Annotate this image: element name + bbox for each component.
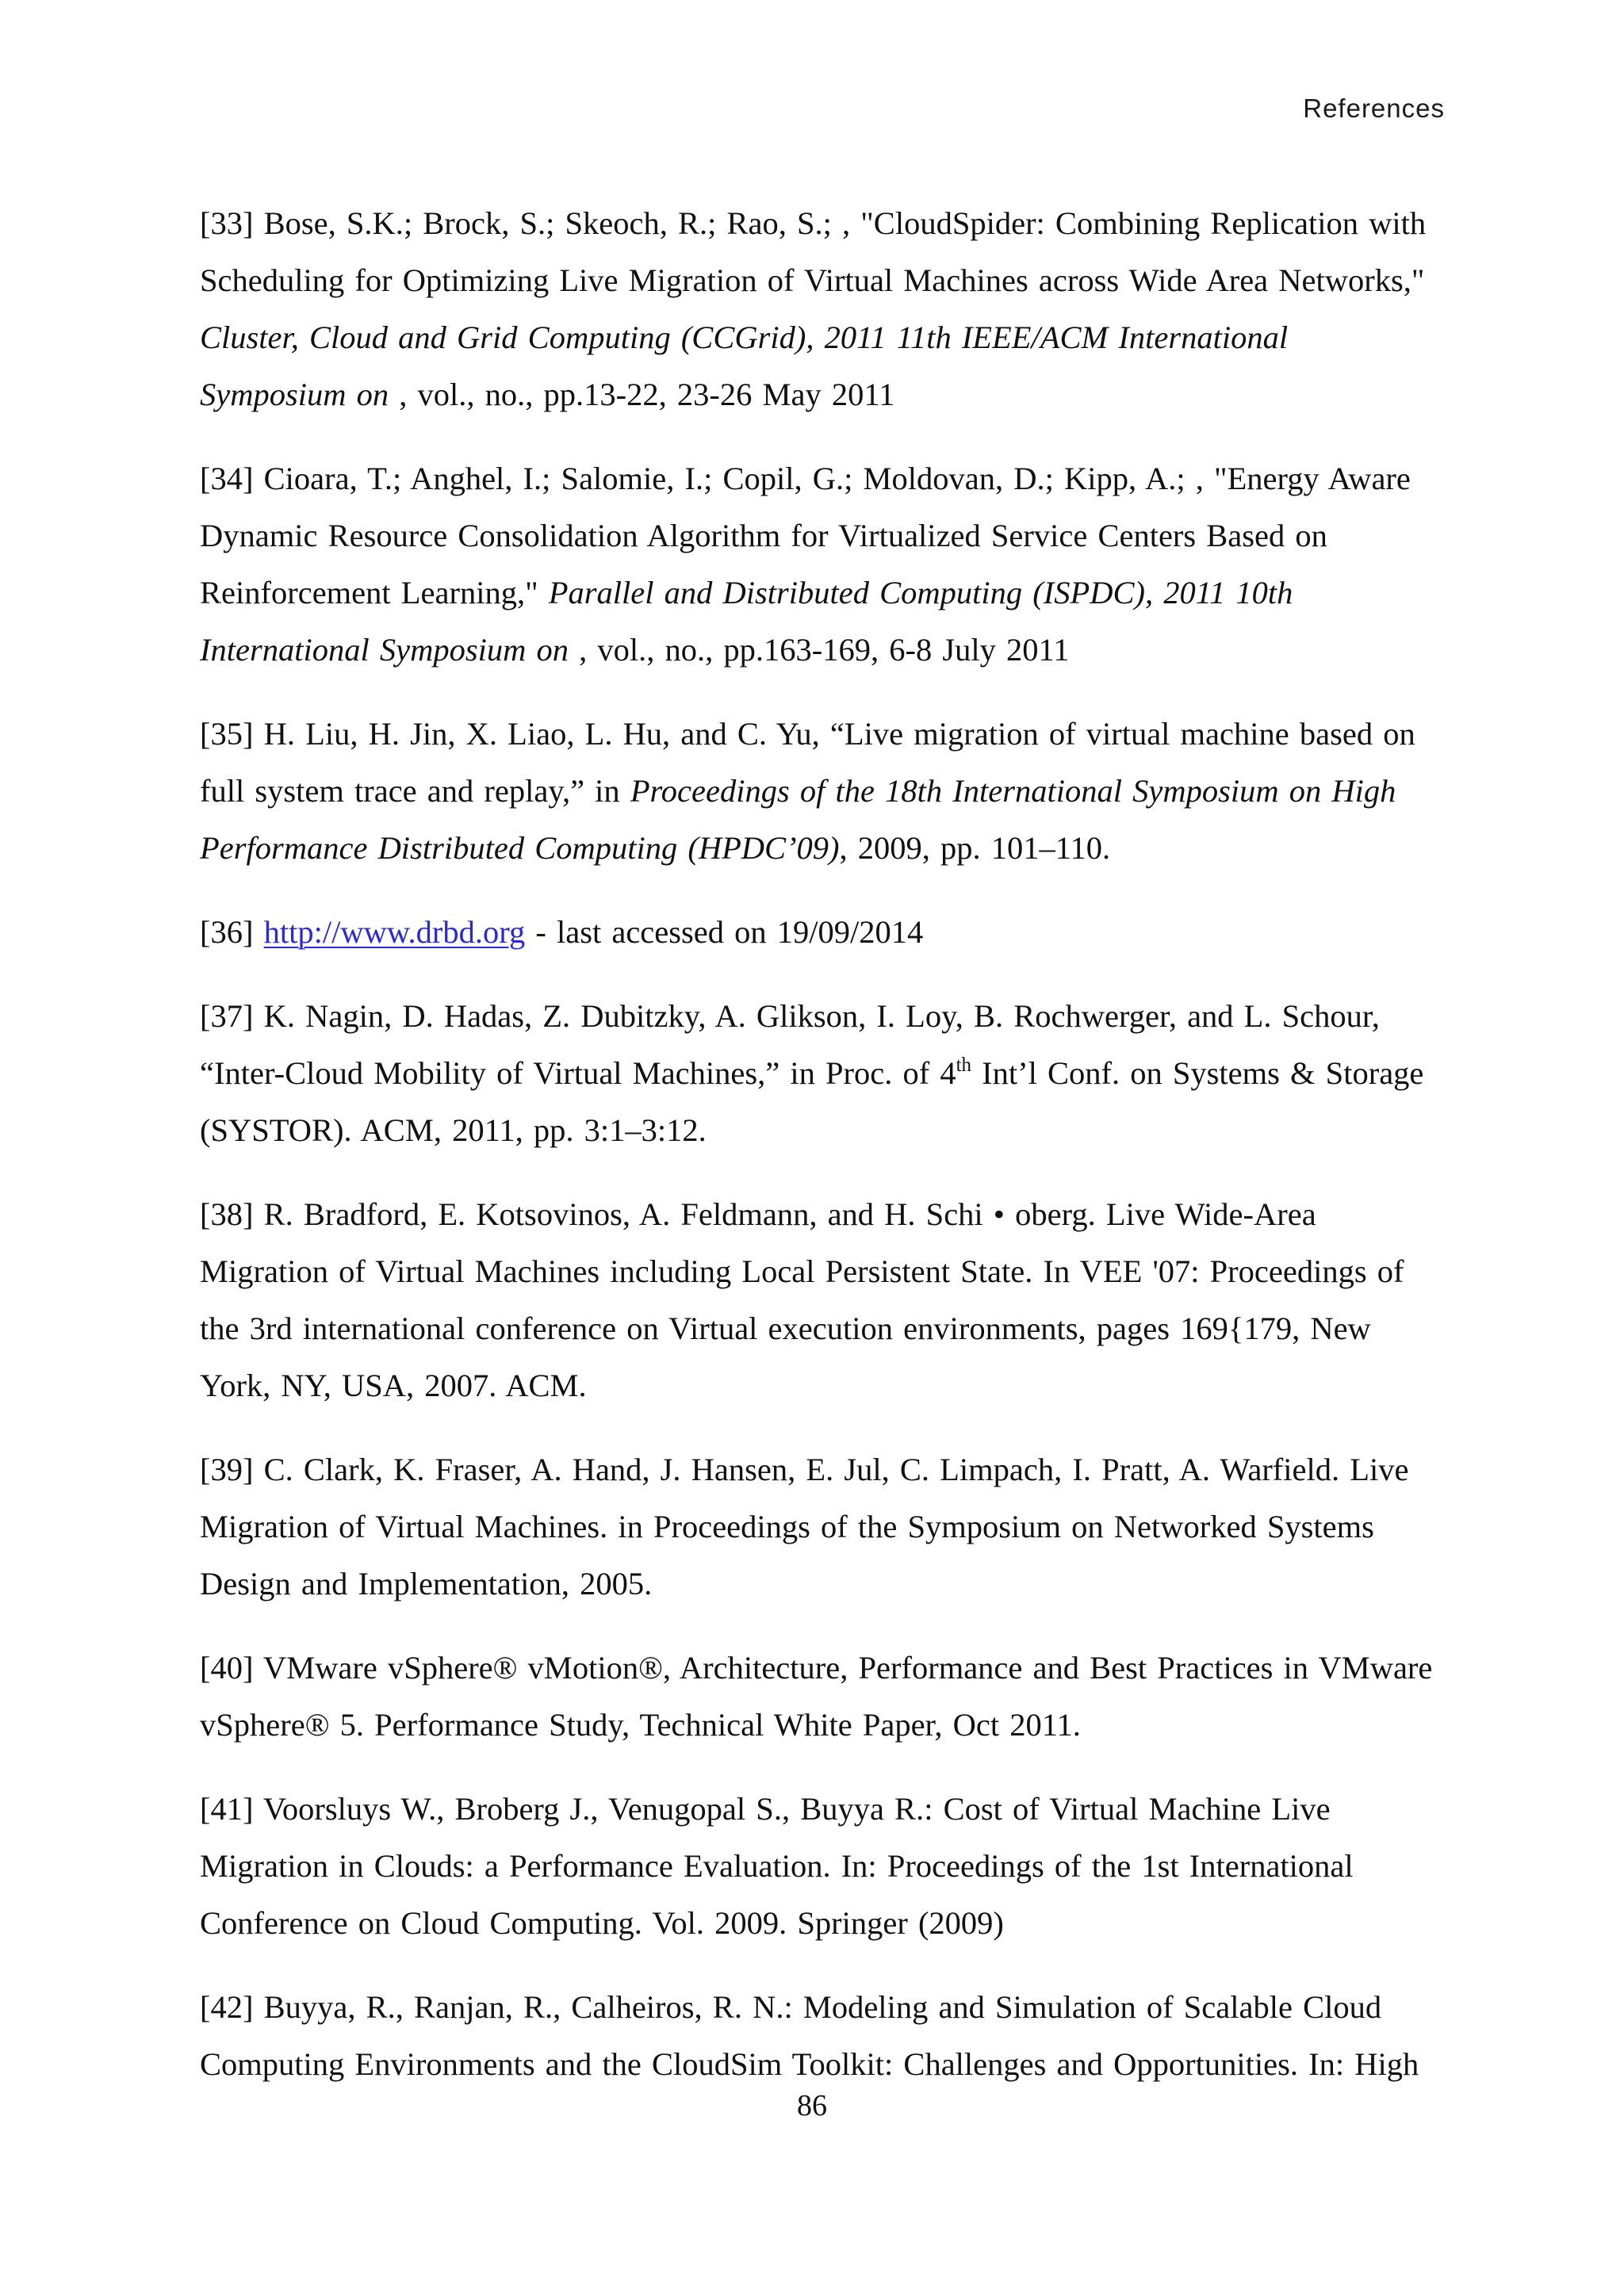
reference-text <box>200 450 1437 679</box>
running-header: References <box>1303 94 1445 123</box>
reference-text <box>200 1979 1437 2093</box>
reference-number: [34] <box>200 461 254 496</box>
reference-text-run: Int’l Conf. on Systems & Storage (SYSTOR). ACM, 2011, pp. 3:1–3:12. <box>200 1055 1424 1148</box>
reference-number: [33] <box>200 205 254 241</box>
reference-text-run: , vol., no., pp.163-169, 6-8 July 2011 <box>568 632 1070 668</box>
reference-entry-33 <box>200 195 1437 423</box>
reference-text-run <box>253 914 263 950</box>
reference-text-run: VMware vSphere® vMotion®, Architecture, Performance and Best Practices in VMware vSphere® 5. Performance Study, Technical White Paper, Oct 2011. <box>200 1650 1433 1743</box>
reference-entry-37 <box>200 988 1437 1159</box>
reference-text-run: Buyya, R., Ranjan, R., Calheiros, R. N.: Modeling and Simulation of Scalable Cloud Computing Environments and the CloudSim Toolkit: Challenges and Opportunities. In: High <box>200 1989 1419 2082</box>
reference-list <box>200 195 1437 2120</box>
reference-entry-35 <box>200 706 1437 877</box>
reference-text <box>200 904 1437 961</box>
reference-text <box>200 1186 1437 1414</box>
reference-text <box>200 1640 1437 1754</box>
reference-text-run: - last accessed on 19/09/2014 <box>525 914 924 950</box>
reference-entry-36 <box>200 904 1437 961</box>
reference-entry-42 <box>200 1979 1437 2093</box>
page-number: 86 <box>797 2089 827 2122</box>
reference-entry-41 <box>200 1781 1437 1952</box>
reference-number: [38] <box>200 1196 254 1232</box>
reference-entry-39 <box>200 1441 1437 1613</box>
reference-text-run: Bose, S.K.; Brock, S.; Skeoch, R.; Rao, S.; , "CloudSpider: Combining Replication with Scheduling for Optimizing Live Migration of Virtual Machines across Wide Area Networks," <box>200 205 1427 298</box>
reference-text-run: Cioara, T.; Anghel, I.; Salomie, I.; Copil, G.; Moldovan, D.; Kipp, A.; , "Energy Aware Dynamic Resource Consolidation Algorithm for Virtualized Service Centers Based on Reinforcement Learning," <box>200 461 1411 610</box>
reference-venue-italic: Cluster, Cloud and Grid Computing (CCGrid), 2011 11th IEEE/ACM International Symposium on <box>200 320 1289 412</box>
reference-entry-34 <box>200 450 1437 679</box>
reference-number: [41] <box>200 1791 254 1827</box>
reference-text <box>200 706 1437 877</box>
reference-number: [37] <box>200 998 254 1034</box>
reference-number: [42] <box>200 1989 254 2025</box>
reference-text-run: H. Liu, H. Jin, X. Liao, L. Hu, and C. Yu, “Live migration of virtual machine based on full system trace and replay,” in <box>200 716 1415 809</box>
reference-number: [36] <box>200 914 254 950</box>
reference-text <box>200 1781 1437 1952</box>
reference-text-run: K. Nagin, D. Hadas, Z. Dubitzky, A. Glikson, I. Loy, B. Rochwerger, and L. Schour, “Inter-Cloud Mobility of Virtual Machines,” in Proc. of 4 <box>200 998 1380 1091</box>
reference-venue-italic: Parallel and Distributed Computing (ISPDC), 2011 10th International Symposium on <box>200 575 1293 668</box>
reference-text <box>200 988 1437 1159</box>
reference-text-run: R. Bradford, E. Kotsovinos, A. Feldmann, and H. Schi • oberg. Live Wide-Area Migration of Virtual Machines including Local Persistent State. In VEE '07: Proceedings of the 3rd international conference on Virtual execution environments, pages 169{179, New York, NY, USA, 2007. ACM. <box>200 1196 1404 1403</box>
reference-venue-italic: Proceedings of the 18th International Symposium on High Performance Distributed Computing (HPDC’09) <box>200 773 1396 866</box>
reference-text-run: , 2009, pp. 101–110. <box>839 830 1111 866</box>
reference-link[interactable]: http://www.drbd.org <box>263 914 526 950</box>
reference-entry-40 <box>200 1640 1437 1754</box>
reference-text-run: C. Clark, K. Fraser, A. Hand, J. Hansen, E. Jul, C. Limpach, I. Pratt, A. Warfield. Live Migration of Virtual Machines. in Proceedings of the Symposium on Networked Systems Design and Implementation, 2005. <box>200 1452 1409 1601</box>
reference-entry-38 <box>200 1186 1437 1414</box>
reference-text-run: Voorsluys W., Broberg J., Venugopal S., Buyya R.: Cost of Virtual Machine Live Migration in Clouds: a Performance Evaluation. In: Proceedings of the 1st International Conference on Cloud Computing. Vol. 2009. Springer (2009) <box>200 1791 1354 1941</box>
reference-text <box>200 195 1437 423</box>
reference-number: [39] <box>200 1452 254 1487</box>
reference-text <box>200 1441 1437 1613</box>
reference-number: [35] <box>200 716 254 752</box>
reference-text-run: , vol., no., pp.13-22, 23-26 May 2011 <box>389 377 895 412</box>
reference-number: [40] <box>200 1650 254 1686</box>
superscript-text: th <box>956 1054 972 1076</box>
